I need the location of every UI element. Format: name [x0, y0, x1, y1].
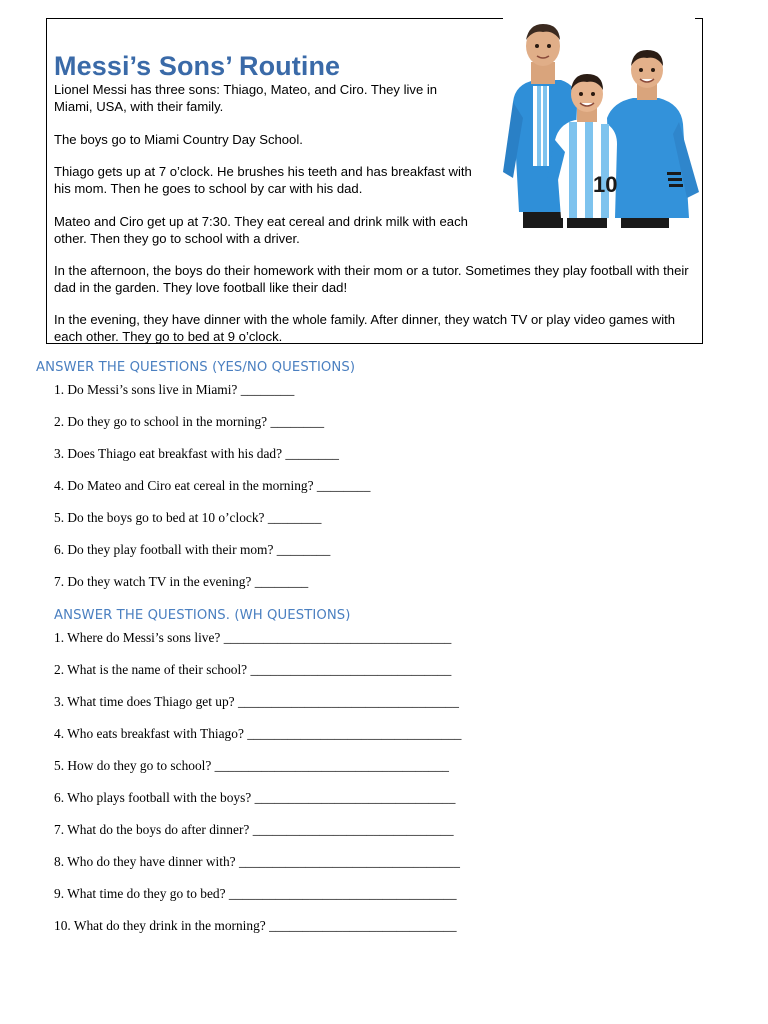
box-top-border	[47, 18, 503, 19]
wh-question: 5. How do they go to school? ___________________________________	[54, 758, 450, 773]
paragraph-intro: Lionel Messi has three sons: Thiago, Mateo, and Ciro. They live in Miami, USA, with their family.	[54, 82, 438, 114]
yes-no-question: 2. Do they go to school in the morning? ________	[54, 414, 325, 429]
paragraph-afternoon: In the afternoon, the boys do their homework with their mom or a tutor. Sometimes they play football with their dad in the garden. They love football like their dad!	[54, 263, 689, 295]
yes-no-question: 3. Does Thiago eat breakfast with his dad? ________	[54, 446, 339, 461]
page-title: Messi’s Sons’ Routine	[54, 51, 341, 81]
yes-no-heading: ANSWER THE QUESTIONS (YES/NO QUESTIONS)	[36, 360, 356, 375]
paragraph-school: The boys go to Miami Country Day School.	[54, 132, 303, 147]
wh-question: 2. What is the name of their school? ______________________________	[54, 662, 452, 677]
wh-question: 8. Who do they have dinner with? _________________________________	[54, 854, 460, 869]
wh-question: 6. Who plays football with the boys? ______________________________	[54, 790, 456, 805]
paragraph-mateo-ciro: Mateo and Ciro get up at 7:30. They eat cereal and drink milk with each other. Then they go to school with a driver.	[54, 214, 468, 246]
yes-no-question: 1. Do Messi’s sons live in Miami? ________	[54, 382, 295, 397]
wh-question: 7. What do the boys do after dinner? ______________________________	[54, 822, 454, 837]
wh-question: 10. What do they drink in the morning? ____________________________	[54, 918, 457, 933]
sons-photo	[503, 22, 703, 228]
yes-no-question: 7. Do they watch TV in the evening? ________	[54, 574, 309, 589]
wh-question: 4. Who eats breakfast with Thiago? ________________________________	[54, 726, 462, 741]
yes-no-question: 5. Do the boys go to bed at 10 o’clock? ________	[54, 510, 322, 525]
wh-question: 9. What time do they go to bed? __________________________________	[54, 886, 457, 901]
wh-question: 3. What time does Thiago get up? _________________________________	[54, 694, 459, 709]
jersey-number: 10	[593, 172, 618, 197]
yes-no-question: 6. Do they play football with their mom? ________	[54, 542, 331, 557]
yes-no-question: 4. Do Mateo and Ciro eat cereal in the morning? ________	[54, 478, 371, 493]
box-top-border-right	[695, 18, 703, 19]
paragraph-thiago: Thiago gets up at 7 o’clock. He brushes his teeth and has breakfast with his mom. Then he goes to school by car with his dad.	[54, 164, 472, 196]
boy-right-figure	[607, 50, 699, 228]
reading-passage-box	[46, 18, 703, 344]
paragraph-evening: In the evening, they have dinner with the whole family. After dinner, they watch TV or play video games with each other. They go to bed at 9 o’clock.	[54, 312, 676, 344]
wh-heading: ANSWER THE QUESTIONS. (WH QUESTIONS)	[54, 608, 351, 623]
wh-question: 1. Where do Messi’s sons live? __________________________________	[54, 630, 452, 645]
